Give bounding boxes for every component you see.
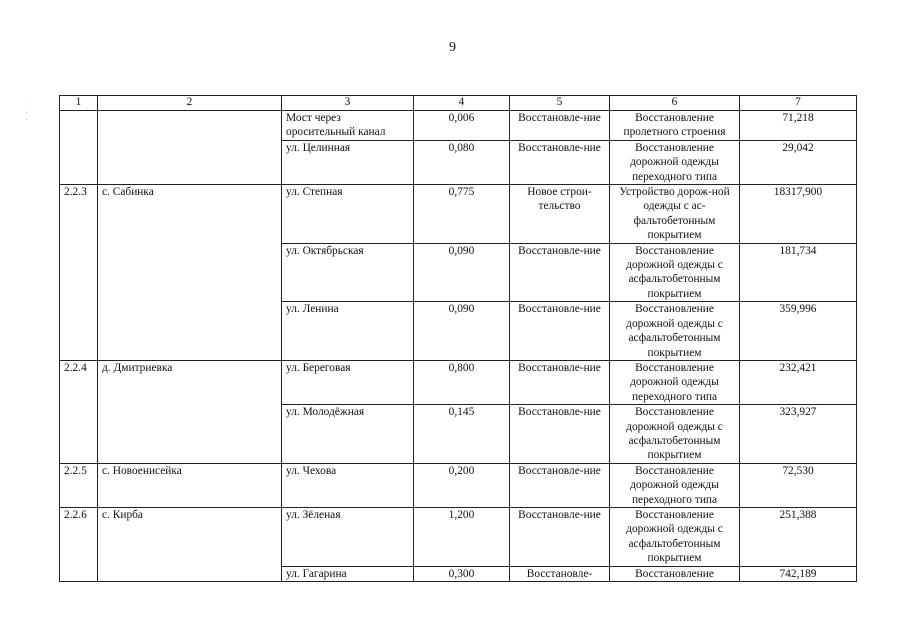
road-length: 0,300 [414,566,510,581]
cost-value: 29,042 [740,140,857,184]
road-length: 0,006 [414,111,510,141]
section-code: 2.2.5 [60,463,98,507]
work-kind: Восстановле-ние [510,405,610,464]
column-header-6: 6 [610,96,740,111]
work-kind: Новое строи-тельство [510,185,610,244]
column-header-1: 1 [60,96,98,111]
street-name: ул. Молодёжная [282,405,414,464]
work-kind: Восстановле-ние [510,111,610,141]
column-header-4: 4 [414,96,510,111]
column-header-7: 7 [740,96,857,111]
table-row [60,507,857,566]
cost-value: 18317,900 [740,185,857,244]
cost-value: 71,218 [740,111,857,141]
work-description: Восстановление дорожной одежды с асфальтобетонным покрытием [610,243,740,302]
settlement-name: с. Сабинка [98,185,282,361]
work-description: Восстановление дорожной одежды с асфальтобетонным покрытием [610,405,740,464]
work-description: Восстановление [610,566,740,581]
work-description: Восстановление дорожной одежды переходного типа [610,140,740,184]
work-description: Восстановление дорожной одежды переходного типа [610,360,740,404]
work-kind: Восстановле-ние [510,360,610,404]
column-header-5: 5 [510,96,610,111]
cost-value: 72,530 [740,463,857,507]
column-header-2: 2 [98,96,282,111]
cost-value: 232,421 [740,360,857,404]
road-length: 0,800 [414,360,510,404]
work-kind: Восстановле-ние [510,243,610,302]
road-length: 1,200 [414,507,510,566]
section-code: 2.2.3 [60,185,98,361]
work-description: Восстановление дорожной одежды с асфальтобетонным покрытием [610,302,740,361]
settlement-name: д. Дмитриевка [98,360,282,463]
work-description: Восстановление дорожной одежды переходного типа [610,463,740,507]
cost-value: 742,189 [740,566,857,581]
work-kind: Восстановле-ние [510,507,610,566]
margin-mark: · · · · [22,100,30,122]
road-length: 0,775 [414,185,510,244]
column-header-3: 3 [282,96,414,111]
road-length: 0,090 [414,243,510,302]
settlement-name [98,111,282,185]
work-description: Восстановление пролетного строения [610,111,740,141]
street-name: ул. Октябрьская [282,243,414,302]
table-row [60,185,857,244]
road-works-table [59,95,857,582]
street-name: ул. Целинная [282,140,414,184]
street-name: Мост через оросительный канал [282,111,414,141]
work-description: Устройство дорож-ной одежды с ас-фальтобетонным покрытием [610,185,740,244]
cost-value: 359,996 [740,302,857,361]
table-row [60,463,857,507]
settlement-name: с. Новоенисейка [98,463,282,507]
cost-value: 181,734 [740,243,857,302]
street-name: ул. Гагарина [282,566,414,581]
section-code [60,111,98,185]
work-description: Восстановление дорожной одежды с асфальтобетонным покрытием [610,507,740,566]
work-kind: Восстановле-ние [510,463,610,507]
street-name: ул. Береговая [282,360,414,404]
column-number-row [60,96,857,111]
street-name: ул. Зёленая [282,507,414,566]
road-length: 0,200 [414,463,510,507]
work-kind: Восстановле-ние [510,140,610,184]
road-length: 0,080 [414,140,510,184]
page-number: 9 [449,40,456,55]
road-length: 0,090 [414,302,510,361]
street-name: ул. Степная [282,185,414,244]
cost-value: 251,388 [740,507,857,566]
section-code: 2.2.6 [60,507,98,581]
cost-value: 323,927 [740,405,857,464]
settlement-name: с. Кирба [98,507,282,581]
street-name: ул. Чехова [282,463,414,507]
section-code: 2.2.4 [60,360,98,463]
table-row [60,111,857,141]
street-name: ул. Ленина [282,302,414,361]
work-kind: Восстановле- [510,566,610,581]
table-row [60,360,857,404]
road-length: 0,145 [414,405,510,464]
work-kind: Восстановле-ние [510,302,610,361]
